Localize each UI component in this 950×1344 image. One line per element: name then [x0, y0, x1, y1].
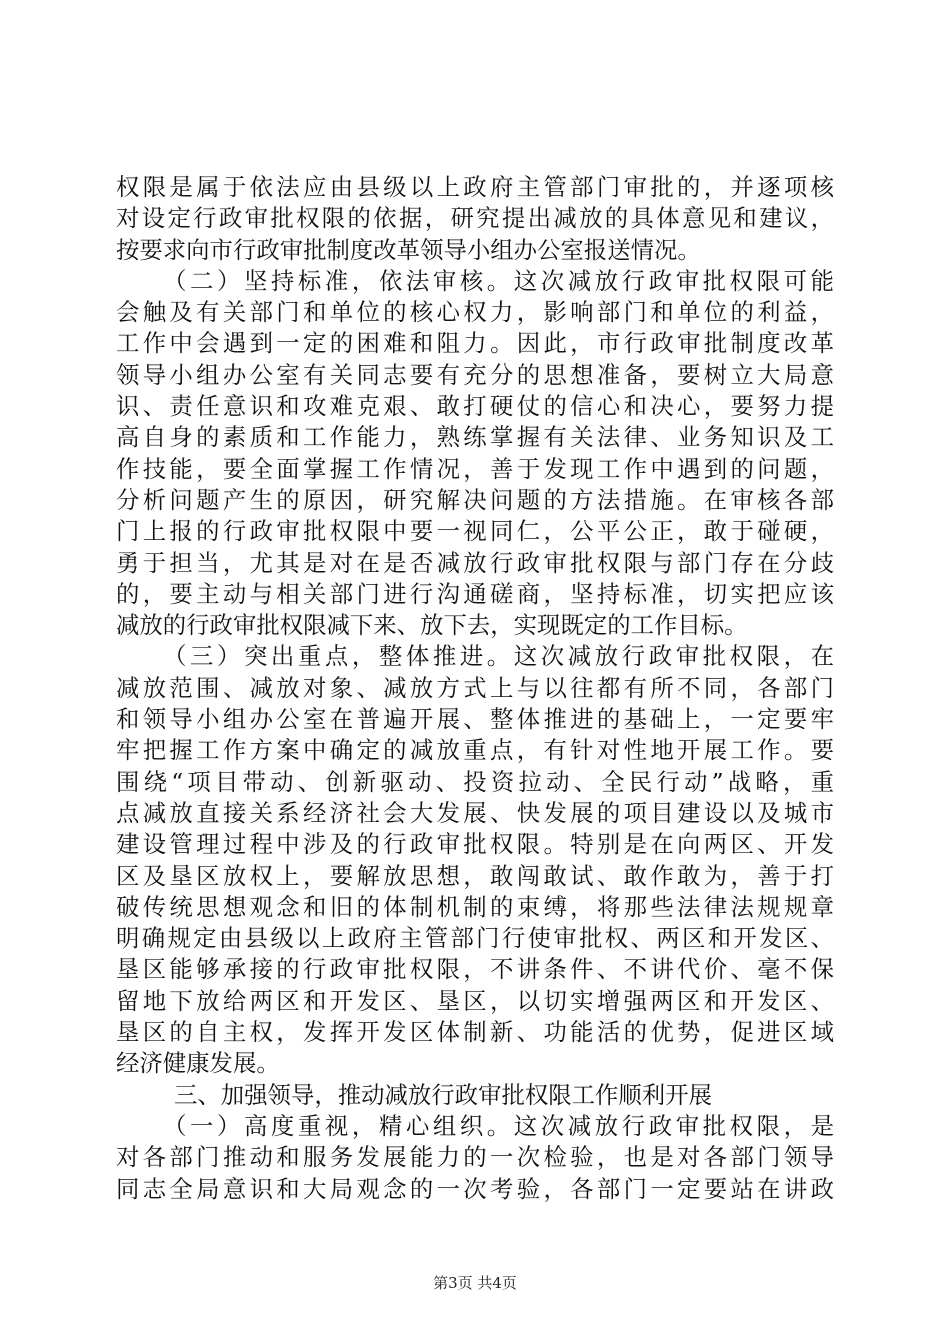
- text-line: 减放的行政审批权限减下来、放下去，实现既定的工作目标。: [116, 611, 748, 640]
- text-line: 作技能，要全面掌握工作情况，善于发现工作中遇到的问题，: [116, 454, 834, 483]
- text-line: 识、责任意识和攻难克艰、敢打硬仗的信心和决心，要努力提: [116, 392, 834, 421]
- text-line: 留地下放给两区和开发区、垦区，以切实增强两区和开发区、: [116, 986, 834, 1015]
- text-line: 对设定行政审批权限的依据，研究提出减放的具体意见和建议，: [116, 204, 834, 233]
- text-line: 垦区能够承接的行政审批权限，不讲条件、不讲代价、毫不保: [116, 955, 834, 984]
- text-line: 权限是属于依法应由县级以上政府主管部门审批的，并逐项核: [116, 173, 834, 201]
- text-line: 区及垦区放权上，要解放思想，敢闯敢试、敢作敢为，善于打: [116, 861, 834, 890]
- text-line: 勇于担当，尤其是对在是否减放行政审批权限与部门存在分歧: [116, 548, 834, 577]
- text-line: 建设管理过程中涉及的行政审批权限。特别是在向两区、开发: [116, 830, 834, 859]
- text-line: 工作中会遇到一定的困难和阻力。因此，市行政审批制度改革: [116, 329, 834, 358]
- text-line: （二）坚持标准，依法审核。这次减放行政审批权限可能: [163, 266, 834, 295]
- text-line: 同志全局意识和大局观念的一次考验，各部门一定要站在讲政: [116, 1174, 834, 1203]
- text-line: 和领导小组办公室在普遍开展、整体推进的基础上，一定要牢: [116, 705, 834, 734]
- text-line: （三）突出重点，整体推进。这次减放行政审批权限，在: [163, 642, 834, 671]
- document-body: [116, 172, 834, 1205]
- page-footer: 第3页 共4页: [433, 1274, 517, 1292]
- text-line: 减放范围、减放对象、减放方式上与以往都有所不同，各部门: [116, 673, 834, 702]
- text-line: 点减放直接关系经济社会大发展、快发展的项目建设以及城市: [116, 798, 834, 827]
- text-line: 三、加强领导，推动减放行政审批权限工作顺利开展: [174, 1080, 712, 1109]
- text-line: 领导小组办公室有关同志要有充分的思想准备，要树立大局意: [116, 360, 834, 389]
- text-line: 对各部门推动和服务发展能力的一次检验，也是对各部门领导: [116, 1143, 834, 1172]
- text-line: 的，要主动与相关部门进行沟通磋商，坚持标准，切实把应该: [116, 579, 834, 608]
- text-line: 会触及有关部门和单位的核心权力，影响部门和单位的利益，: [116, 298, 834, 327]
- text-line: 分析问题产生的原因，研究解决问题的方法措施。在审核各部: [116, 485, 834, 514]
- text-line: 围绕“项目带动、创新驱动、投资拉动、全民行动”战略，重: [116, 767, 834, 796]
- text-line: （一）高度重视，精心组织。这次减放行政审批权限，是: [163, 1111, 834, 1140]
- text-line: 高自身的素质和工作能力，熟练掌握有关法律、业务知识及工: [116, 423, 834, 452]
- text-line: 破传统思想观念和旧的体制机制的束缚，将那些法律法规规章: [116, 892, 834, 921]
- text-line: 门上报的行政审批权限中要一视同仁，公平公正，敢于碰硬，: [116, 517, 834, 546]
- text-line: 按要求向市行政审批制度改革领导小组办公室报送情况。: [116, 235, 701, 264]
- text-line: 垦区的自主权，发挥开发区体制新、功能活的优势，促进区域: [116, 1018, 834, 1047]
- text-line: 牢把握工作方案中确定的减放重点，有针对性地开展工作。要: [116, 736, 834, 765]
- text-line: 明确规定由县级以上政府主管部门行使审批权、两区和开发区、: [116, 924, 834, 953]
- text-line: 经济健康发展。: [116, 1049, 280, 1078]
